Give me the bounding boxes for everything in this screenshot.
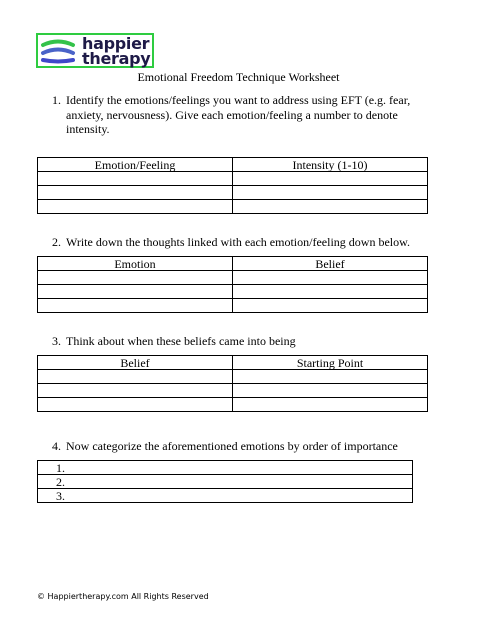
table-row <box>38 172 428 186</box>
belief-starting-point-table <box>37 355 428 412</box>
question-4-number: 4. <box>52 439 61 453</box>
question-2-number: 2. <box>52 235 61 249</box>
logo-text-happier: happier <box>82 34 150 53</box>
input-cell[interactable] <box>38 271 233 285</box>
question-3 <box>52 334 427 349</box>
question-1 <box>52 93 427 137</box>
table-row <box>38 370 428 384</box>
question-4-text: Now categorize the aforementioned emotions by order of importance <box>66 439 398 453</box>
table-row <box>38 299 428 313</box>
list-item <box>38 489 413 503</box>
input-cell[interactable] <box>233 200 428 214</box>
rank-3-cell[interactable]: 3. <box>38 489 413 503</box>
header-starting-point: Starting Point <box>233 356 428 370</box>
rank-2-cell[interactable]: 2. <box>38 475 413 489</box>
table-header-row <box>38 158 428 172</box>
input-cell[interactable] <box>38 384 233 398</box>
input-cell[interactable] <box>38 370 233 384</box>
table-row <box>38 285 428 299</box>
emotion-intensity-table <box>37 157 428 214</box>
input-cell[interactable] <box>38 299 233 313</box>
input-cell[interactable] <box>233 398 428 412</box>
logo-text-therapy: therapy <box>82 49 151 68</box>
input-cell[interactable] <box>233 299 428 313</box>
question-1-text: Identify the emotions/feelings you want to address using EFT (e.g. fear, anxiety, nervousness). Give each emotion/feeling a number to denote intensity. <box>66 93 411 136</box>
question-1-number: 1. <box>52 93 61 107</box>
table-row <box>38 398 428 412</box>
header-emotion-feeling: Emotion/Feeling <box>38 158 233 172</box>
question-4 <box>52 439 427 454</box>
input-cell[interactable] <box>233 384 428 398</box>
input-cell[interactable] <box>233 285 428 299</box>
table-row <box>38 200 428 214</box>
copyright-footer: © Happiertherapy.com All Rights Reserved <box>37 592 209 601</box>
input-cell[interactable] <box>38 200 233 214</box>
question-3-number: 3. <box>52 334 61 348</box>
header-emotion: Emotion <box>38 257 233 271</box>
question-3-text: Think about when these beliefs came into being <box>66 334 296 348</box>
worksheet-title: Emotional Freedom Technique Worksheet <box>137 70 340 84</box>
header-intensity: Intensity (1-10) <box>233 158 428 172</box>
input-cell[interactable] <box>233 172 428 186</box>
input-cell[interactable] <box>233 370 428 384</box>
table-row <box>38 384 428 398</box>
happier-therapy-logo <box>36 33 154 68</box>
table-header-row <box>38 356 428 370</box>
rank-1-cell[interactable]: 1. <box>38 461 413 475</box>
input-cell[interactable] <box>38 186 233 200</box>
input-cell[interactable] <box>38 285 233 299</box>
logo-waves-icon <box>40 37 76 67</box>
input-cell[interactable] <box>38 172 233 186</box>
header-belief: Belief <box>233 257 428 271</box>
table-row <box>38 271 428 285</box>
table-header-row <box>38 257 428 271</box>
question-2-text: Write down the thoughts linked with each emotion/feeling down below. <box>66 235 410 249</box>
question-2 <box>52 235 427 250</box>
input-cell[interactable] <box>38 398 233 412</box>
emotion-belief-table <box>37 256 428 313</box>
input-cell[interactable] <box>233 271 428 285</box>
list-item <box>38 461 413 475</box>
list-item <box>38 475 413 489</box>
importance-ranking-list <box>37 460 413 503</box>
header-belief: Belief <box>38 356 233 370</box>
table-row <box>38 186 428 200</box>
input-cell[interactable] <box>233 186 428 200</box>
